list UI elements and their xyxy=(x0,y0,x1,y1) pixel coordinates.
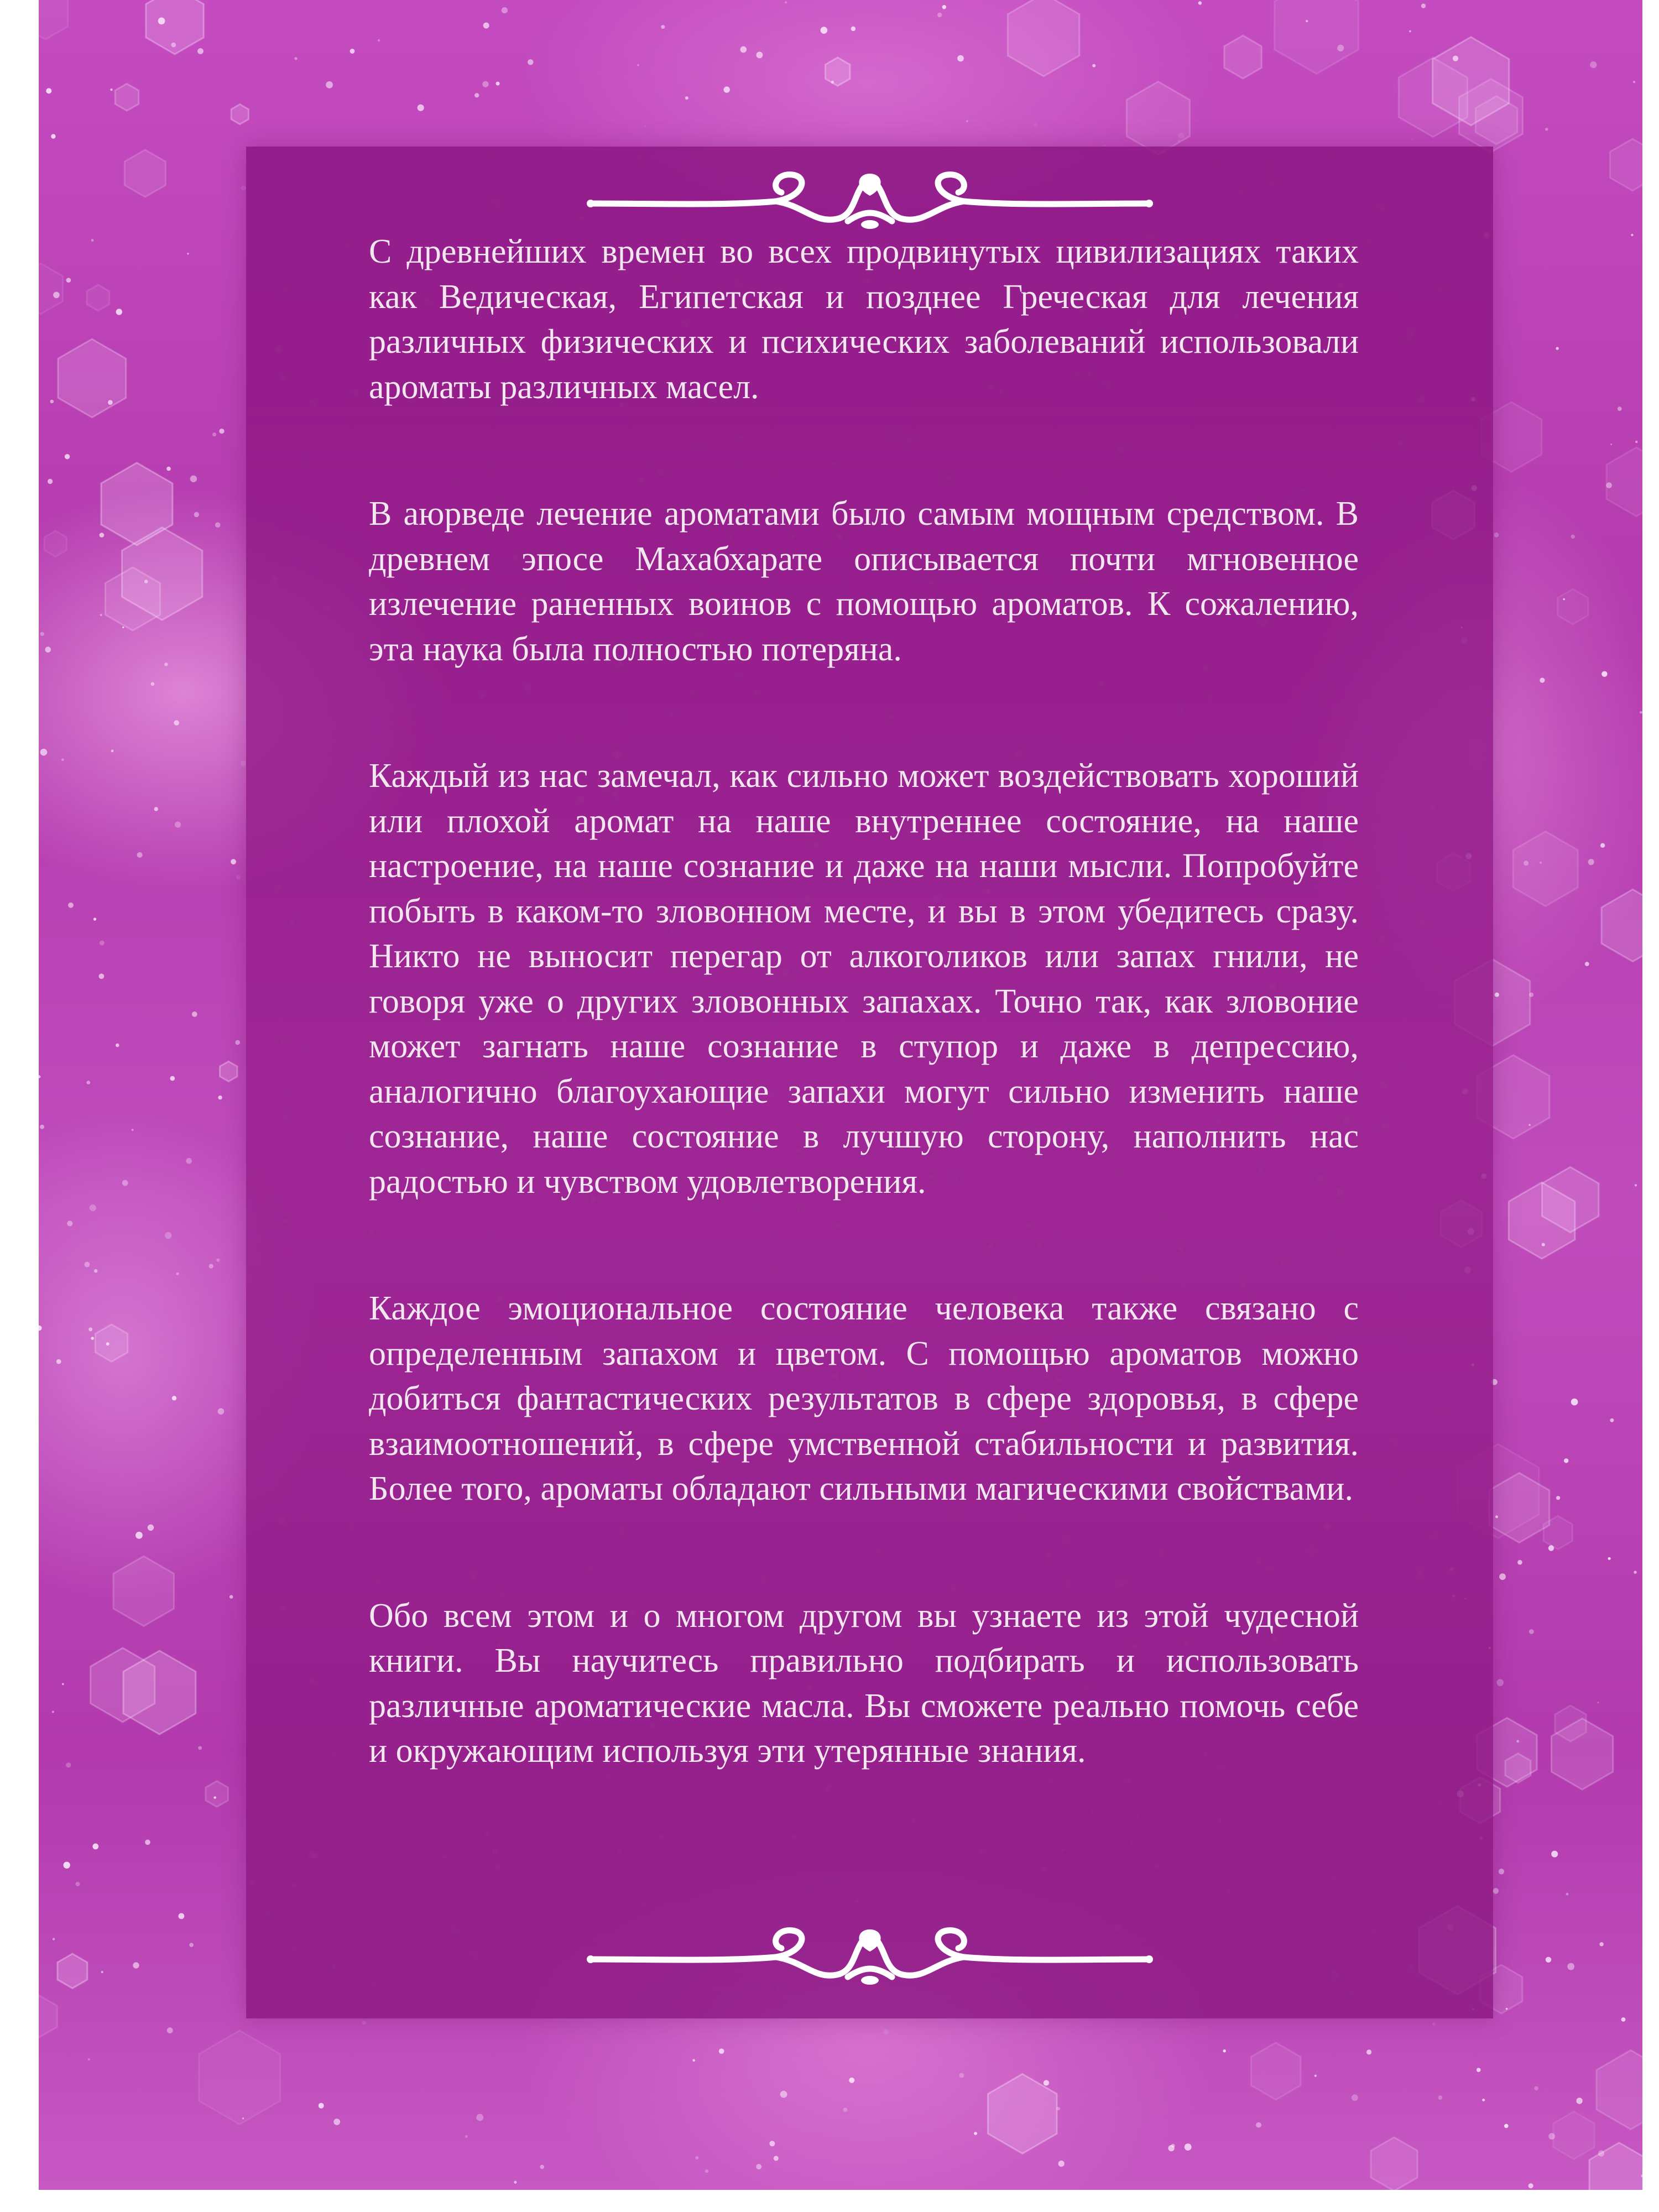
scroll-ornament-icon xyxy=(582,1924,1157,1985)
paragraph-4: Каждое эмоциональное состояние человека также связано с определенным запахом и цветом. С помощью ароматов можно добиться фантастических результатов в сфере здоровья, в сфере взаимоотношений, в сфере умственной стабильности и развития. Более того, ароматы обладают сильными магическими свойствами. xyxy=(369,1290,1359,1507)
paragraph-5: Обо всем этом и о многом другом вы узнаете из этой чудесной книги. Вы научитесь правильно подбирать и использовать различные ароматические масла. Вы сможете реально помочь себе и окружающим используя эти утерянные знания. xyxy=(369,1597,1359,1770)
paragraph-1: С древнейших времен во всех продвинутых цивилизациях таких как Ведическая, Египетская и позднее Греческая для лечения различных физических и психических заболеваний использовали ароматы различных масел. xyxy=(369,233,1359,406)
scroll-ornament-icon xyxy=(582,169,1157,229)
book-back-cover xyxy=(39,0,1642,2190)
paragraph-2: В аюрведе лечение ароматами было самым мощным средством. В древнем эпосе Махабхарате описывается почти мгновенное излечение раненных воинов с помощью ароматов. К сожалению, эта наука была полностью потеряна. xyxy=(369,495,1359,668)
paragraph-3: Каждый из нас замечал, как сильно может воздействовать хороший или плохой аромат на наше внутреннее состояние, на наше настроение, на наше сознание и даже на наши мысли. Попробуйте побыть в каком-то зловонном месте, и вы в этом убедитесь сразу. Никто не выносит перегар от алкоголиков или запах гнили, не говоря уже о других зловонных запахах. Точно так, как зловоние может загнать наше сознание в ступор и даже в депрессию, аналогично благоухающие запахи могут сильно изменить наше сознание, наше состояние в лучшую сторону, наполнить нас радостью и чувством удовлетворения. xyxy=(369,757,1359,1201)
text-panel xyxy=(246,147,1493,2018)
description-text xyxy=(369,229,1359,1774)
